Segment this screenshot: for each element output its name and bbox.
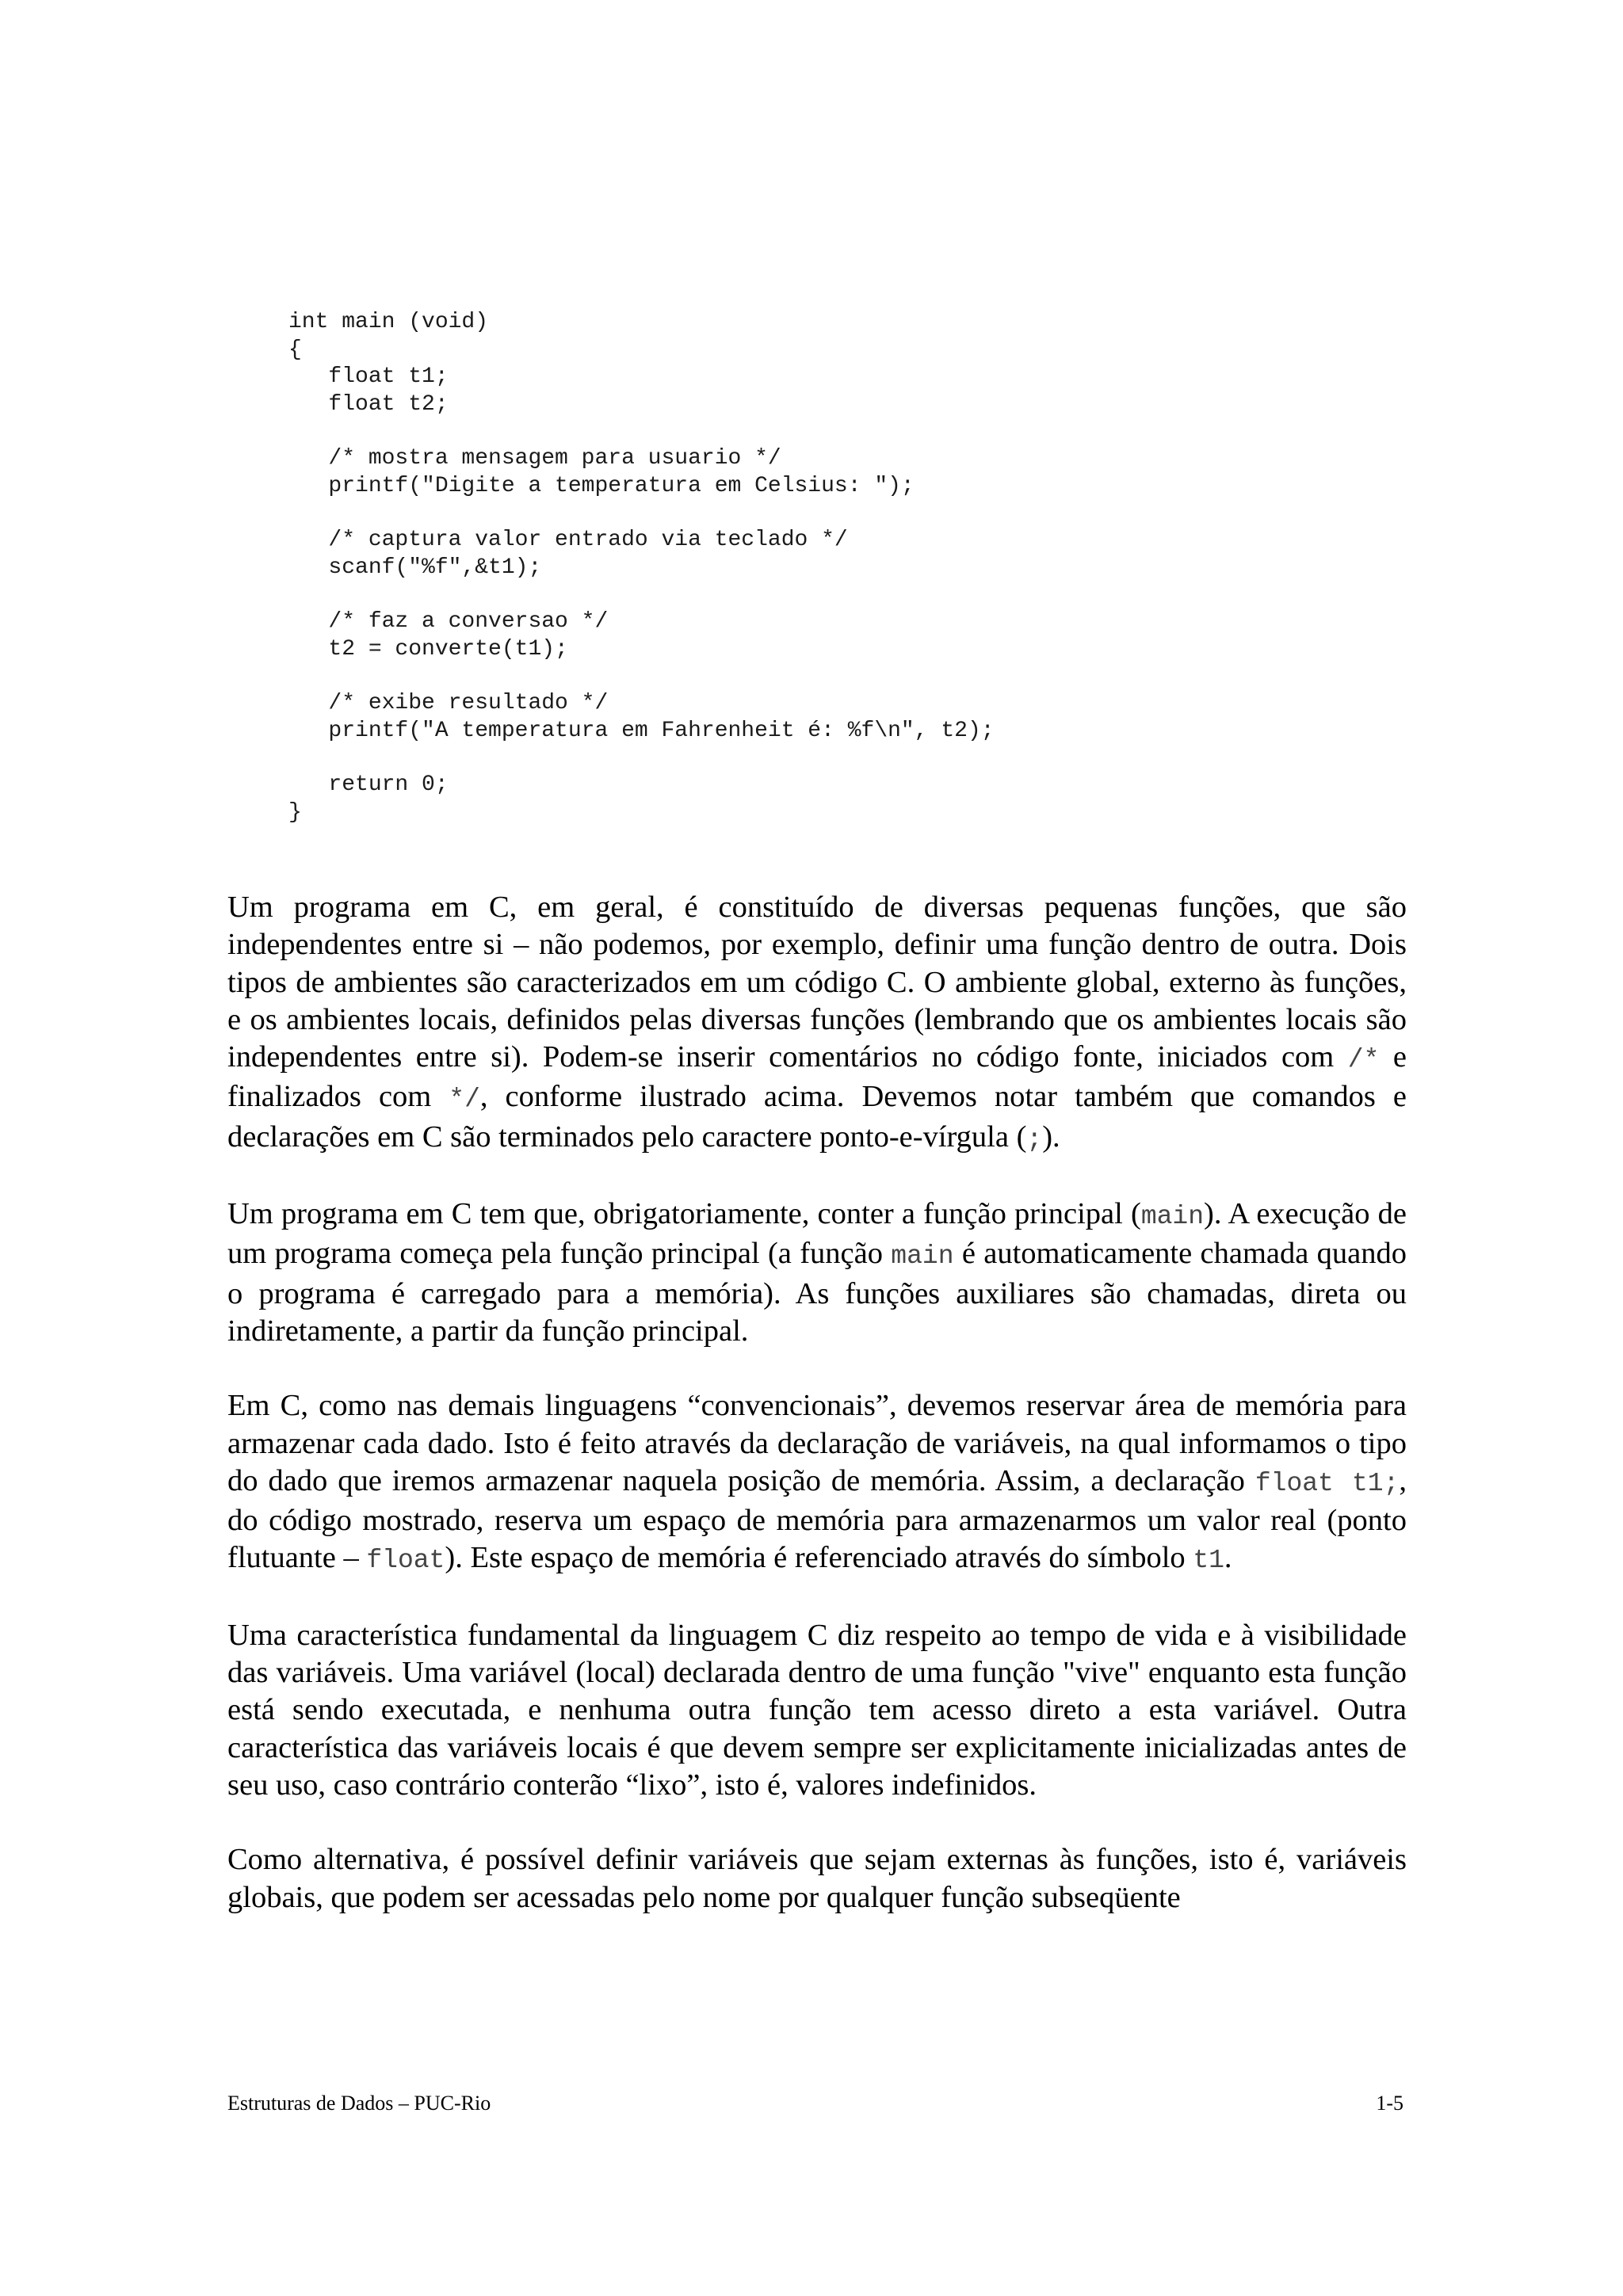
code-line <box>288 663 1398 690</box>
paragraph <box>227 1617 1407 1804</box>
page-number: 1-5 <box>1376 2092 1403 2115</box>
paragraph-text: Como alternativa, é possível definir variáveis que sejam externas às funções, isto é, variáveis globais, que podem ser acessadas pelo nome por qualquer função subseqüente <box>227 1843 1407 1914</box>
code-line: /* faz a conversao */ <box>288 609 609 634</box>
paragraph-text: Um programa em C, em geral, é constituído de diversas pequenas funções, que são independentes entre si – não podemos, por exemplo, definir uma função dentro de outra. Dois tipos de ambientes são caracterizados em um código C. O ambiente global, externo às funções, e os ambientes locais, definidos pelas diversas funções (lembrando que os ambientes locais são independentes entre si). Podem-se inserir comentários no código fonte, iniciados com <box>227 891 1407 1074</box>
code-line: printf("A temperatura em Fahrenheit é: %f\n", t2); <box>288 718 995 743</box>
code-line: float t1; <box>288 364 449 389</box>
code-line: /* captura valor entrado via teclado */ <box>288 528 848 552</box>
inline-code: t1 <box>1193 1546 1224 1576</box>
inline-code: /* <box>1347 1045 1380 1075</box>
code-line: /* mostra mensagem para usuario */ <box>288 446 781 471</box>
code-line: } <box>288 799 302 825</box>
inline-code: */ <box>449 1085 480 1115</box>
paragraph-text: , do código mostrado, reserva um espaço de memória para armazenarmos um valor real (ponto flutuante – <box>227 1463 1407 1575</box>
code-line: int main (void) <box>288 310 489 334</box>
paragraph <box>227 1841 1407 1917</box>
code-line: t2 = converte(t1); <box>288 636 568 662</box>
paragraph <box>227 1196 1407 1350</box>
paragraph-text: , conforme ilustrado acima. Devemos notar também que comandos e declarações em C são terminados pelo caractere ponto-e-vírgula ( <box>227 1080 1407 1154</box>
paragraph-text: é automaticamente chamada quando o programa é carregado para a memória). As funções auxiliares são chamadas, direta ou indiretamente, a partir da função principal. <box>227 1237 1407 1348</box>
code-line <box>288 582 1398 608</box>
body-text <box>227 889 1407 1917</box>
paragraph-text: ). <box>1042 1119 1060 1154</box>
code-line <box>288 745 1398 772</box>
code-line <box>288 500 1398 527</box>
paragraph-text: Uma característica fundamental da linguagem C diz respeito ao tempo de vida e à visibilidade das variáveis. Uma variável (local) declarada dentro de uma função "vive" enquanto esta função está sendo executada, e nenhuma outra função tem acesso direto a esta variável. Outra característica das variáveis locais é que devem sempre ser explicitamente inicializadas antes de seu uso, caso contrário conterão “lixo”, isto é, valores indefinidos. <box>227 1618 1407 1802</box>
paragraph-text: . <box>1224 1541 1232 1575</box>
code-line: printf("Digite a temperatura em Celsius: "); <box>288 473 915 498</box>
code-block <box>288 309 1398 826</box>
footer-title: Estruturas de Dados – PUC-Rio <box>227 2092 491 2115</box>
inline-code: float t1; <box>1254 1468 1400 1498</box>
paragraph-text: ). A execução de um programa começa pela função principal (a função <box>227 1197 1407 1271</box>
inline-code: main <box>1140 1202 1205 1232</box>
code-line: float t2; <box>288 391 449 417</box>
paragraph-text: e finalizados com <box>227 1040 1407 1114</box>
inline-code: float <box>366 1546 445 1576</box>
inline-code: ; <box>1026 1124 1043 1154</box>
code-line: /* exibe resultado */ <box>288 691 609 715</box>
code-line: return 0; <box>288 772 449 797</box>
paragraph-text: Em C, como nas demais linguagens “convencionais”, devemos reservar área de memória para armazenar cada dado. Isto é feito através da declaração de variáveis, na qual informamos o tipo do dado que iremos armazenar naquela posição de memória. Assim, a declaração <box>227 1389 1407 1497</box>
paragraph <box>227 1387 1407 1579</box>
code-line <box>288 418 1398 445</box>
code-line: { <box>288 337 302 362</box>
paragraph-text: ). Este espaço de memória é referenciado através do símbolo <box>445 1541 1193 1575</box>
inline-code: main <box>891 1241 954 1272</box>
paragraph <box>227 889 1407 1158</box>
paragraph-text: Um programa em C tem que, obrigatoriamente, conter a função principal ( <box>227 1197 1141 1231</box>
code-line: scanf("%f",&t1); <box>288 555 542 580</box>
